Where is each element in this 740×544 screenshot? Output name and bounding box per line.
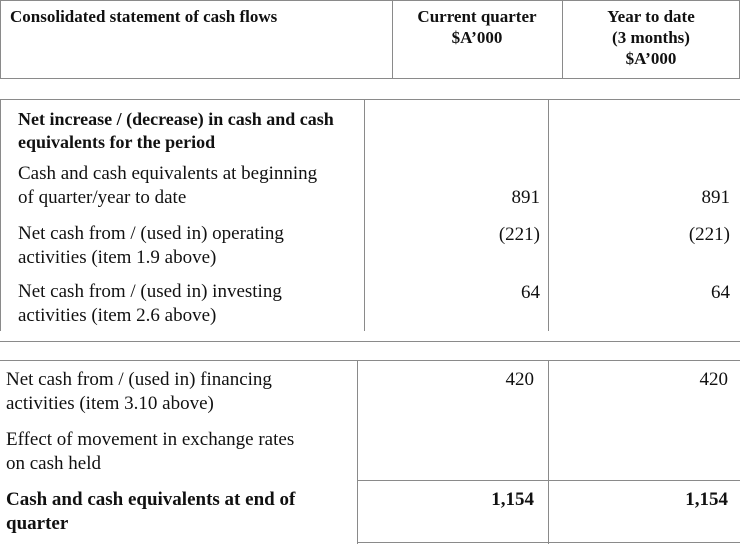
- row-investing-label-line1: Net cash from / (used in) investing: [18, 281, 282, 302]
- row-total-label: [6, 488, 295, 536]
- column-header-ytd-line2: (3 months): [612, 28, 690, 47]
- section2-divider-2: [548, 360, 549, 544]
- section1-divider-2: [548, 99, 549, 331]
- total-row-top-border: [357, 480, 740, 481]
- section2-top-border: [0, 360, 740, 361]
- section-title-line2: equivalents for the period: [18, 132, 216, 152]
- column-header-current-line1: Current quarter: [417, 7, 537, 26]
- row-total-current: 1,154: [491, 489, 534, 510]
- row-cash-beginning-label-line2: of quarter/year to date: [18, 187, 187, 208]
- row-investing-label-line2: activities (item 2.6 above): [18, 305, 217, 326]
- column-header-current-quarter: [392, 6, 562, 48]
- row-financing-label: [6, 368, 272, 416]
- section1-divider-1: [364, 99, 365, 331]
- row-financing-ytd: 420: [699, 369, 728, 390]
- section2-divider-1: [357, 360, 358, 544]
- section1-bottom-border: [0, 341, 740, 342]
- row-exchange-label-line1: Effect of movement in exchange rates: [6, 429, 295, 450]
- row-investing-label: [18, 280, 282, 328]
- row-exchange-label-line2: on cash held: [6, 453, 101, 474]
- column-header-year-to-date: [562, 6, 740, 69]
- row-operating-current: (221): [498, 224, 540, 245]
- row-financing-current: 420: [505, 369, 534, 390]
- header-top-border: [0, 0, 740, 1]
- row-total-ytd: 1,154: [685, 489, 728, 510]
- row-total-label-line2: quarter: [6, 513, 69, 534]
- row-financing-label-line2: activities (item 3.10 above): [6, 393, 214, 414]
- row-operating-ytd: (221): [688, 224, 730, 245]
- row-financing-label-line1: Net cash from / (used in) financing: [6, 369, 272, 390]
- row-operating-label-line1: Net cash from / (used in) operating: [18, 223, 284, 244]
- section2-bottom-border: [357, 542, 740, 543]
- header-left-border: [0, 0, 1, 78]
- column-header-current-line2: $A’000: [451, 28, 503, 47]
- header-bottom-border: [0, 78, 740, 79]
- row-investing-ytd: 64: [711, 282, 730, 303]
- row-operating-label: [18, 222, 284, 270]
- row-cash-beginning-ytd: 891: [701, 187, 730, 208]
- row-operating-label-line2: activities (item 1.9 above): [18, 247, 217, 268]
- row-cash-beginning-label-line1: Cash and cash equivalents at beginning: [18, 163, 318, 184]
- column-header-ytd-line3: $A’000: [625, 49, 677, 68]
- row-cash-beginning-label: [18, 162, 317, 210]
- row-total-label-line1: Cash and cash equivalents at end of: [6, 489, 296, 510]
- section1-top-border: [0, 99, 740, 100]
- row-cash-beginning-current: 891: [511, 187, 540, 208]
- section-title-line1: Net increase / (decrease) in cash and cash: [18, 109, 334, 129]
- row-exchange-label: [6, 428, 294, 476]
- section-title: [18, 108, 334, 154]
- table-title: Consolidated statement of cash flows: [10, 7, 278, 26]
- column-header-ytd-line1: Year to date: [607, 7, 695, 26]
- row-investing-current: 64: [521, 282, 540, 303]
- section1-left-border: [0, 99, 1, 331]
